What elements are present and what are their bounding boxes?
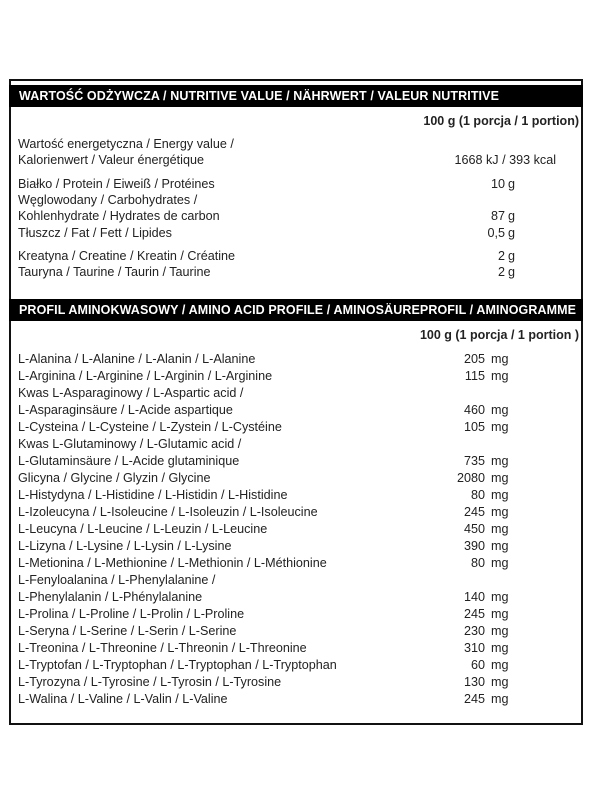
- amino-value: 310: [463, 641, 485, 655]
- amino-label: L-Cysteina / L-Cysteine / L-Zystein / L-Cystéine: [18, 420, 282, 434]
- nutrition-column-header: 100 g (1 porcja / 1 portion): [423, 114, 579, 128]
- amino-label: L-Arginina / L-Arginine / L-Arginin / L-Arginine: [18, 369, 273, 383]
- amino-unit: mg: [491, 471, 509, 485]
- nutrient-value: 87: [490, 209, 505, 223]
- nutrient-unit: g: [508, 249, 516, 263]
- amino-label: L-Treonina / L-Threonine / L-Threonin / L-Threonine: [18, 641, 307, 655]
- nutrition-row: [18, 192, 578, 209]
- amino-value: 460: [463, 403, 485, 417]
- amino-row: [18, 691, 578, 708]
- amino-row: [18, 487, 578, 504]
- amino-label: L-Asparaginsäure / L-Acide aspartique: [18, 403, 233, 417]
- nutrient-value: 10: [490, 177, 505, 191]
- amino-label: Kwas L-Asparaginowy / L-Aspartic acid /: [18, 386, 244, 400]
- amino-unit: mg: [491, 403, 509, 417]
- amino-unit: mg: [491, 624, 509, 638]
- amino-unit: mg: [491, 420, 509, 434]
- nutrient-label: Kohlenhydrate / Hydrates de carbon: [18, 209, 220, 223]
- amino-value: 735: [463, 454, 485, 468]
- amino-row: [18, 538, 578, 555]
- amino-unit: mg: [491, 675, 509, 689]
- amino-value: 80: [470, 488, 485, 502]
- amino-unit: mg: [491, 590, 509, 604]
- nutrition-header-bar: WARTOŚĆ ODŻYWCZA / NUTRITIVE VALUE / NÄHRWERT / VALEUR NUTRITIVE: [9, 85, 583, 107]
- amino-row: [18, 640, 578, 657]
- amino-value: 130: [463, 675, 485, 689]
- amino-label: L-Tryptofan / L-Tryptophan / L-Tryptophan / L-Tryptophan: [18, 658, 337, 672]
- amino-label: Kwas L-Glutaminowy / L-Glutamic acid /: [18, 437, 242, 451]
- amino-row: [18, 674, 578, 691]
- amino-unit: mg: [491, 505, 509, 519]
- nutrition-row: [18, 225, 578, 242]
- amino-row: [18, 555, 578, 572]
- amino-value: 115: [464, 369, 485, 383]
- amino-label: L-Metionina / L-Methionine / L-Methionin / L-Méthionine: [18, 556, 327, 570]
- amino-column-header: 100 g (1 porcja / 1 portion ): [419, 328, 579, 342]
- amino-value: 245: [463, 692, 485, 706]
- nutrient-label: Kreatyna / Creatine / Kreatin / Créatine: [18, 249, 236, 263]
- amino-value: 390: [463, 539, 485, 553]
- amino-row: [18, 606, 578, 623]
- amino-row: [18, 351, 578, 368]
- amino-row: [18, 436, 578, 453]
- amino-unit: mg: [491, 352, 509, 366]
- nutrient-value: 2: [497, 249, 505, 263]
- amino-row: [18, 385, 578, 402]
- amino-unit: mg: [491, 539, 509, 553]
- amino-row: [18, 572, 578, 589]
- amino-label: L-Leucyna / L-Leucine / L-Leuzin / L-Leucine: [18, 522, 268, 536]
- amino-unit: mg: [491, 641, 509, 655]
- amino-row: [18, 402, 578, 419]
- nutrition-row: [18, 208, 578, 225]
- nutrient-value: 0,5: [487, 226, 505, 240]
- nutrient-label: Tauryna / Taurine / Taurin / Taurine: [18, 265, 211, 279]
- nutrient-label: Tłuszcz / Fat / Fett / Lipides: [18, 226, 172, 240]
- amino-value: 80: [470, 556, 485, 570]
- amino-value: 2080: [456, 471, 485, 485]
- amino-header-bar: PROFIL AMINOKWASOWY / AMINO ACID PROFILE / AMINOSÄUREPROFIL / AMINOGRAMME: [9, 299, 583, 321]
- nutrition-row: [18, 248, 578, 265]
- nutrient-label: Węglowodany / Carbohydrates /: [18, 193, 198, 207]
- amino-row: [18, 419, 578, 436]
- amino-unit: mg: [491, 692, 509, 706]
- amino-row: [18, 657, 578, 674]
- amino-value: 245: [463, 607, 485, 621]
- amino-row: [18, 623, 578, 640]
- amino-value: 245: [463, 505, 485, 519]
- amino-value: 60: [470, 658, 485, 672]
- energy-value: 1668 kJ / 393 kcal: [454, 153, 556, 167]
- amino-row: [18, 589, 578, 606]
- nutrition-row: [18, 264, 578, 281]
- amino-label: L-Tyrozyna / L-Tyrosine / L-Tyrosin / L-Tyrosine: [18, 675, 282, 689]
- nutrient-unit: g: [508, 209, 516, 223]
- amino-unit: mg: [491, 454, 509, 468]
- nutrient-label: Białko / Protein / Eiweiß / Protéines: [18, 177, 215, 191]
- amino-label: L-Glutaminsäure / L-Acide glutaminique: [18, 454, 240, 468]
- nutrition-row: [18, 176, 578, 193]
- amino-label: L-Lizyna / L-Lysine / L-Lysin / L-Lysine: [18, 539, 232, 553]
- amino-row: [18, 470, 578, 487]
- amino-value: 140: [463, 590, 485, 604]
- amino-unit: mg: [491, 658, 509, 672]
- amino-label: L-Alanina / L-Alanine / L-Alanin / L-Alanine: [18, 352, 256, 366]
- amino-label: L-Izoleucyna / L-Isoleucine / L-Isoleuzin / L-Isoleucine: [18, 505, 318, 519]
- amino-label: L-Fenyloalanina / L-Phenylalanine /: [18, 573, 216, 587]
- amino-row: [18, 521, 578, 538]
- nutrient-value: 2: [497, 265, 505, 279]
- amino-value: 205: [463, 352, 485, 366]
- amino-unit: mg: [491, 556, 509, 570]
- amino-value: 230: [463, 624, 485, 638]
- amino-unit: mg: [491, 488, 509, 502]
- amino-row: [18, 504, 578, 521]
- energy-row-line2: [18, 152, 578, 169]
- amino-unit: mg: [491, 607, 509, 621]
- amino-label: Glicyna / Glycine / Glyzin / Glycine: [18, 471, 211, 485]
- amino-label: L-Seryna / L-Serine / L-Serin / L-Serine: [18, 624, 237, 638]
- amino-value: 450: [463, 522, 485, 536]
- energy-label-line2: Kalorienwert / Valeur énergétique: [18, 153, 204, 167]
- nutrient-unit: g: [508, 177, 516, 191]
- amino-label: L-Prolina / L-Proline / L-Prolin / L-Proline: [18, 607, 245, 621]
- amino-unit: mg: [491, 522, 509, 536]
- energy-label-line1: Wartość energetyczna / Energy value /: [18, 137, 234, 151]
- amino-value: 105: [463, 420, 485, 434]
- amino-row: [18, 453, 578, 470]
- nutrient-unit: g: [508, 226, 516, 240]
- amino-label: L-Walina / L-Valine / L-Valin / L-Valine: [18, 692, 228, 706]
- nutrient-unit: g: [508, 265, 516, 279]
- amino-label: L-Phenylalanin / L-Phénylalanine: [18, 590, 203, 604]
- energy-row-line1: [18, 136, 578, 153]
- amino-row: [18, 368, 578, 385]
- amino-label: L-Histydyna / L-Histidine / L-Histidin / L-Histidine: [18, 488, 288, 502]
- amino-unit: mg: [491, 369, 509, 383]
